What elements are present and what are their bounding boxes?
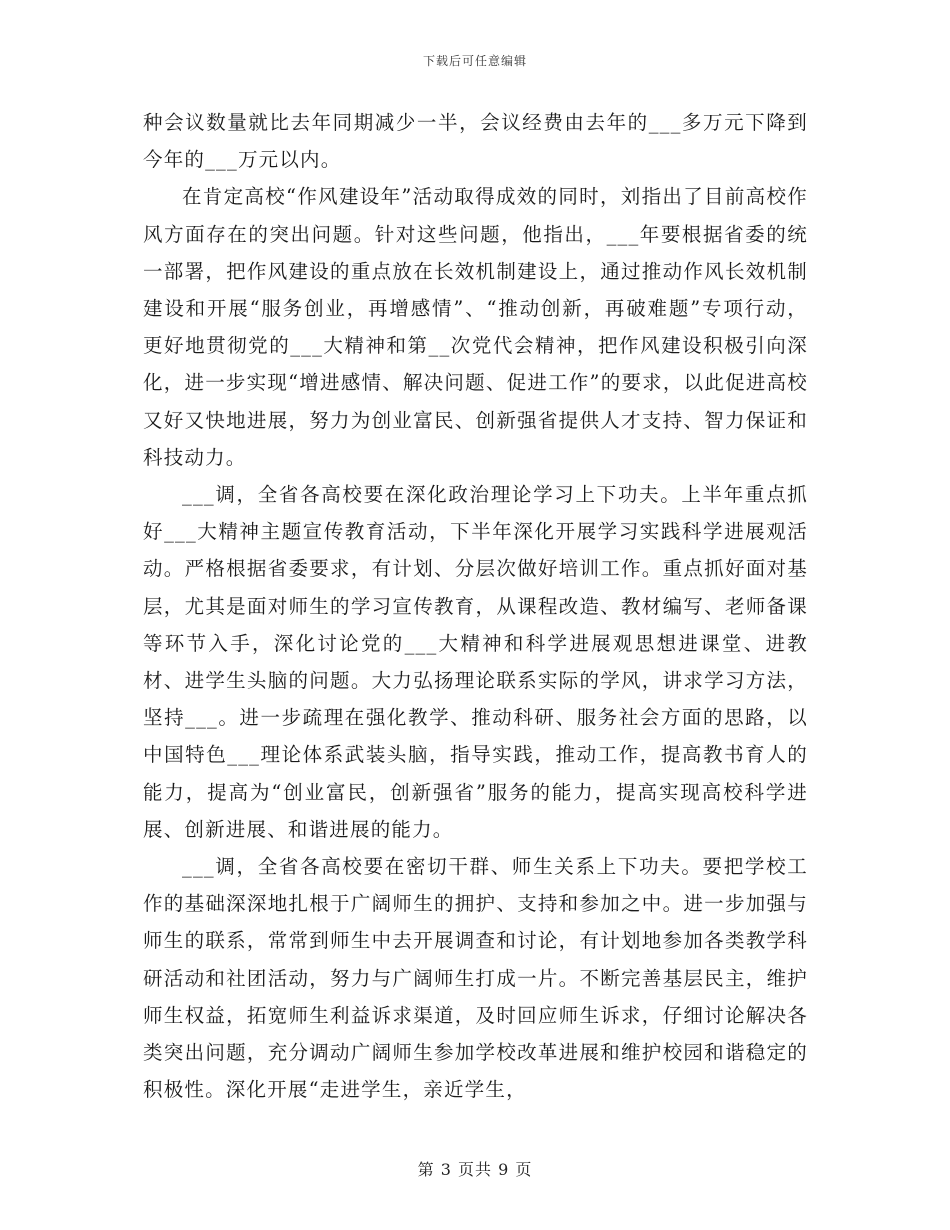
paragraph: 在肯定高校“作风建设年”活动取得成效的同时，刘指出了目前高校作风方面存在的突出问题。针对这些问题，他指出，___年要根据省委的统一部署，把作风建设的重点放在长效机制建设上，通过推动作风长效机制建设和开展“服务创业，再增感情”、“推动创新，再破难题”专项行动，更好地贯彻党的___大精神和第__次党代会精神，把作风建设积极引向深化，进一步实现“增进感情、解决问题、促进工作”的要求，以此促进高校又好又快地进展，努力为创业富民、创新强省提供人才支持、智力保证和科技动力。: [143, 185, 808, 469]
paragraph: ___调，全省各高校要在深化政治理论学习上下功夫。上半年重点抓好___大精神主题宣传教育活动，下半年深化开展学习实践科学进展观活动。严格根据省委要求，有计划、分层次做好培训工作。重点抓好面对基层，尤其是面对师生的学习宣传教育，从课程改造、教材编写、老师备课等环节入手，深化讨论党的___大精神和科学进展观思想进课堂、进教材、进学生头脑的问题。大力弘扬理论联系实际的学风，讲求学习方法，坚持___。进一步疏理在强化教学、推动科研、服务社会方面的思路，以中国特色___理论体系武装头脑，指导实践，推动工作，提高教书育人的能力，提高为“创业富民，创新强省”服务的能力，提高实现高校科学进展、创新进展、和谐进展的能力。: [143, 483, 808, 841]
document-body: [143, 104, 808, 1108]
paragraph: ___调，全省各高校要在密切干群、师生关系上下功夫。要把学校工作的基础深深地扎根于广阔师生的拥护、支持和参加之中。进一步加强与师生的联系，常常到师生中去开展调查和讨论，有计划地参加各类教学科研活动和社团活动，努力与广阔师生打成一片。不断完善基层民主，维护师生权益，拓宽师生利益诉求渠道，及时回应师生诉求，仔细讨论解决各类突出问题，充分调动广阔师生参加学校改革进展和维护校园和谐稳定的积极性。深化开展“走进学生，亲近学生，: [143, 855, 808, 1102]
paragraph: 种会议数量就比去年同期减少一半，会议经费由去年的___多万元下降到今年的___万元以内。: [143, 111, 808, 172]
page-number: 第 3 页共 9 页: [417, 1160, 533, 1179]
page-header: 下载后可任意编辑: [422, 54, 527, 68]
